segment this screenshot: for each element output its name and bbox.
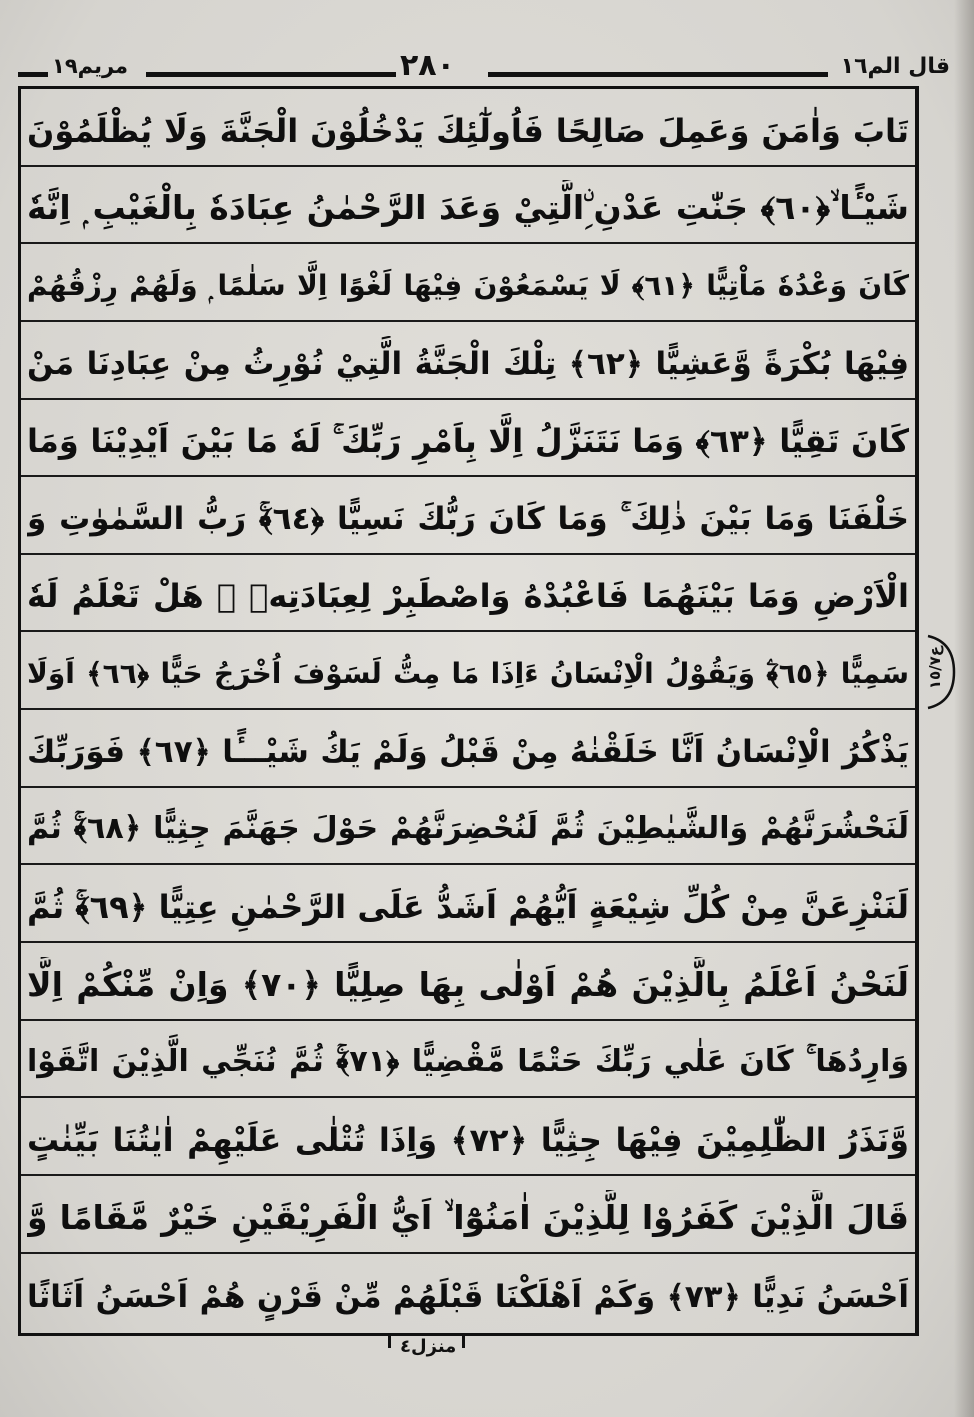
verse-line — [21, 400, 915, 478]
verse-line — [21, 477, 915, 555]
verse-line-text: الْاَرْضِ وَمَا بَيْنَهُمَا فَاعْبُدْهُ وَاصْطَبِرْ لِعِبَادَتِهٖ ۭ هَلْ تَعْلَمُ لَهٗ — [27, 577, 909, 616]
verse-line-text: وَّنَذَرُ الظّٰلِمِيْنَ فِيْهَا جِثِيًّا ﴿٧٢﴾ وَاِذَا تُتْلٰى عَلَيْهِمْ اٰيٰتُنَا بَيِّنٰتٍ — [27, 1120, 909, 1159]
manzil-label: منزل٤ — [400, 1336, 457, 1357]
verse-line — [21, 1021, 915, 1099]
verse-line-text: لَنَحْشُرَنَّهُمْ وَالشَّيٰطِيْنَ ثُمَّ لَنُحْضِرَنَّهُمْ حَوْلَ جَهَنَّمَ جِثِيًّا ﴿٦٨﴾ۚ ثُمَّ — [27, 811, 909, 847]
page-header — [18, 48, 950, 88]
verse-line-text: يَذْكُرُ الْاِنْسَانُ اَنَّا خَلَقْنٰهُ مِنْ قَبْلُ وَلَمْ يَكُ شَيْـــًٔا ﴿٦٧﴾ فَوَرَبِّكَ — [27, 733, 909, 770]
header-rule-right — [488, 72, 828, 77]
verse-line-text: وَارِدُهَا ۚ كَانَ عَلٰي رَبِّكَ حَتْمًا مَّقْضِيًّا ﴿٧١﴾ۚ ثُمَّ نُنَجِّي الَّذِيْنَ اتَّقَوْا — [27, 1044, 909, 1080]
verse-line — [21, 555, 915, 633]
verse-line — [21, 89, 915, 167]
verse-line — [21, 788, 915, 866]
verse-line — [21, 865, 915, 943]
verse-line — [21, 1176, 915, 1254]
verse-line-text: شَيْـًٔا ۙ﴿٦٠﴾ جَنّٰتِ عَدْنِ ِۨالَّتِيْ وَعَدَ الرَّحْمٰنُ عِبَادَهٗ بِالْغَيْبِ ۭ اِنَّهٗ — [27, 188, 909, 228]
verse-line — [21, 943, 915, 1021]
verse-line-text: فِيْهَا بُكْرَةً وَّعَشِيًّا ﴿٦٢﴾ تِلْكَ الْجَنَّةُ الَّتِيْ نُوْرِثُ مِنْ عِبَادِنَا مَنْ — [27, 345, 909, 382]
surah-name: مريم١٩ — [52, 54, 129, 78]
page-number: ٢٨٠ — [400, 48, 455, 83]
verse-line-text: قَالَ الَّذِيْنَ كَفَرُوْا لِلَّذِيْنَ اٰمَنُوْٓا ۙ اَيُّ الْفَرِيْقَيْنِ خَيْرٌ مَّقَامًا وَّ — [27, 1197, 909, 1237]
header-rule-left-end — [18, 72, 48, 77]
verse-line — [21, 322, 915, 400]
verse-line-text: خَلْفَنَا وَمَا بَيْنَ ذٰلِكَ ۚ وَمَا كَانَ رَبُّكَ نَسِيًّا ﴿٦٤﴾ۚ رَبُّ السَّمٰوٰتِ وَ — [27, 500, 909, 537]
verse-line-text: كَانَ تَقِيًّا ﴿٦٣﴾ وَمَا نَتَنَزَّلُ اِلَّا بِاَمْرِ رَبِّكَ ۚ لَهٗ مَا بَيْنَ اَيْدِيْنَا وَمَا — [27, 422, 909, 461]
verse-line — [21, 1098, 915, 1176]
verse-line — [21, 1254, 915, 1332]
verse-line — [21, 244, 915, 322]
ruku-label: ع١٥/٧ — [926, 646, 944, 690]
verse-line-text: لَنَحْنُ اَعْلَمُ بِالَّذِيْنَ هُمْ اَوْلٰى بِهَا صِلِيًّا ﴿٧٠﴾ وَاِنْ مِّنْكُمْ اِلَّا — [27, 964, 909, 1004]
verse-line — [21, 167, 915, 245]
ruku-marker — [924, 632, 958, 712]
verse-line-text: تَابَ وَاٰمَنَ وَعَمِلَ صَالِحًا فَاُولٰٓئِكَ يَدْخُلُوْنَ الْجَنَّةَ وَلَا يُظْلَمُوْنَ — [27, 111, 909, 150]
verse-line-text: كَانَ وَعْدُهٗ مَاْتِيًّا ﴿٦١﴾ لَا يَسْمَعُوْنَ فِيْهَا لَغْوًا اِلَّا سَلٰمًا ۭ وَلَهُمْ رِزْقُهُمْ — [27, 268, 909, 302]
juz-name: قال الم١٦ — [840, 54, 950, 79]
verse-line — [21, 632, 915, 710]
verse-line-text: لَنَنْزِعَنَّ مِنْ كُلِّ شِيْعَةٍ اَيُّهُمْ اَشَدُّ عَلَى الرَّحْمٰنِ عِتِيًّا ﴿٦٩﴾ۚ ثُمَّ — [27, 888, 909, 927]
verse-line-text: اَحْسَنُ نَدِيًّا ﴿٧٣﴾ وَكَمْ اَهْلَكْنَا قَبْلَهُمْ مِّنْ قَرْنٍ هُمْ اَحْسَنُ اَثَاثًا — [27, 1279, 909, 1316]
footer-tick-left — [388, 1336, 391, 1348]
text-frame — [18, 86, 919, 1336]
verse-line-text: سَمِيًّا ﴿٦٥﴾ۧ وَيَقُوْلُ الْاِنْسَانُ ءَاِذَا مَا مِتُّ لَسَوْفَ اُخْرَجُ حَيًّا ﴿٦٦﴾ اَوَلَا — [27, 657, 909, 691]
header-rule-left — [146, 72, 396, 77]
footer-tick-right — [462, 1336, 465, 1348]
verse-line — [21, 710, 915, 788]
